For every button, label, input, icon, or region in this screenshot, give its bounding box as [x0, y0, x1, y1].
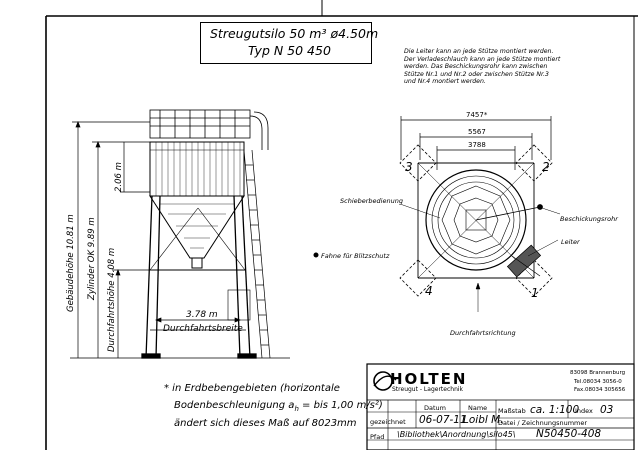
support-number-1: 1: [531, 286, 539, 300]
dim-outer: 7457*: [466, 111, 488, 119]
dim-inner: 3788: [468, 141, 486, 149]
support-number-4: 4: [425, 284, 433, 298]
label-durchfahrtshoehe: Durchfahrtshöhe 4.08 m: [107, 247, 117, 352]
label-beschickungsrohr: Beschickungsrohr: [560, 215, 618, 223]
drawing-title: Streugutsilo 50 m³ ø4.50m: [210, 26, 379, 41]
label-durchfahrtsbreite: Durchfahrtsbreite: [163, 324, 243, 334]
note-line: Der Verladeschlauch kann an jede Stütze montiert: [404, 55, 561, 63]
value-datum: 06-07-11: [419, 414, 467, 426]
label-gebaeudehoehe: Gebäudehöhe 10.81 m: [66, 214, 76, 312]
label-blitzschutz: Fahne für Blitzschutz: [321, 252, 390, 260]
label-width: 3.78 m: [186, 310, 218, 320]
dim-mid: 5567: [468, 128, 486, 136]
note-line: und Nr.4 montiert werden.: [404, 78, 486, 86]
label-zylinder: Zylinder OK 9.89 m: [87, 217, 97, 300]
support-number-3: 3: [405, 160, 413, 174]
label-roof-height: 2.06 m: [114, 162, 124, 192]
label-schieberbedienung: Schieberbedienung: [340, 197, 403, 205]
footnote-line1: * in Erdbebengebieten (horizontale: [164, 383, 340, 394]
note-line: Stütze Nr.1 und Nr.2 oder zwischen Stütze Nr.3: [404, 70, 549, 78]
footnote-subscript: h: [294, 405, 299, 413]
company-address-2: Tel.08034 3056-0: [574, 379, 622, 385]
company-name: HOLTEN: [390, 370, 468, 388]
support-number-2: 2: [542, 160, 550, 174]
value-name: Loibl M.: [463, 414, 504, 426]
label-durchfahrtsrichtung: Durchfahrtsrichtung: [450, 329, 516, 337]
value-index: 03: [600, 404, 614, 416]
company-subtitle: Streugut - Lagertechnik: [392, 386, 464, 393]
label-index: Index: [575, 407, 593, 415]
label-leiter: Leiter: [561, 238, 580, 246]
label-gezeichnet: gezeichnet: [370, 418, 406, 426]
company-address-3: Fax.08034 305656: [574, 387, 626, 393]
note-line: werden. Das Beschickungsrohr kann zwischen: [404, 63, 548, 71]
label-datei: Datei / Zeichnungsnummer: [498, 419, 588, 427]
footnote-line2-a: Bodenbeschleunigung a: [174, 400, 295, 411]
label-name: Name: [468, 404, 488, 412]
footnote-line3: ändert sich dieses Maß auf 8023mm: [174, 418, 357, 429]
footnote-line2-b: = bis 1,00 m/s²): [298, 400, 383, 411]
drawing-number: N50450-408: [536, 428, 602, 440]
note-line: Die Leiter kann an jede Stütze montiert werden.: [404, 48, 554, 55]
value-pfad: \Bibliothek\Anordnung\silo45\: [397, 430, 516, 439]
value-massstab: ca. 1:100: [530, 404, 580, 416]
drawing-type: Typ N 50 450: [248, 43, 331, 58]
label-pfad: Pfad: [370, 433, 385, 441]
label-massstab: Maßstab: [498, 407, 526, 415]
company-address-1: 83098 Brannenburg: [570, 370, 626, 376]
label-datum: Datum: [424, 404, 446, 412]
